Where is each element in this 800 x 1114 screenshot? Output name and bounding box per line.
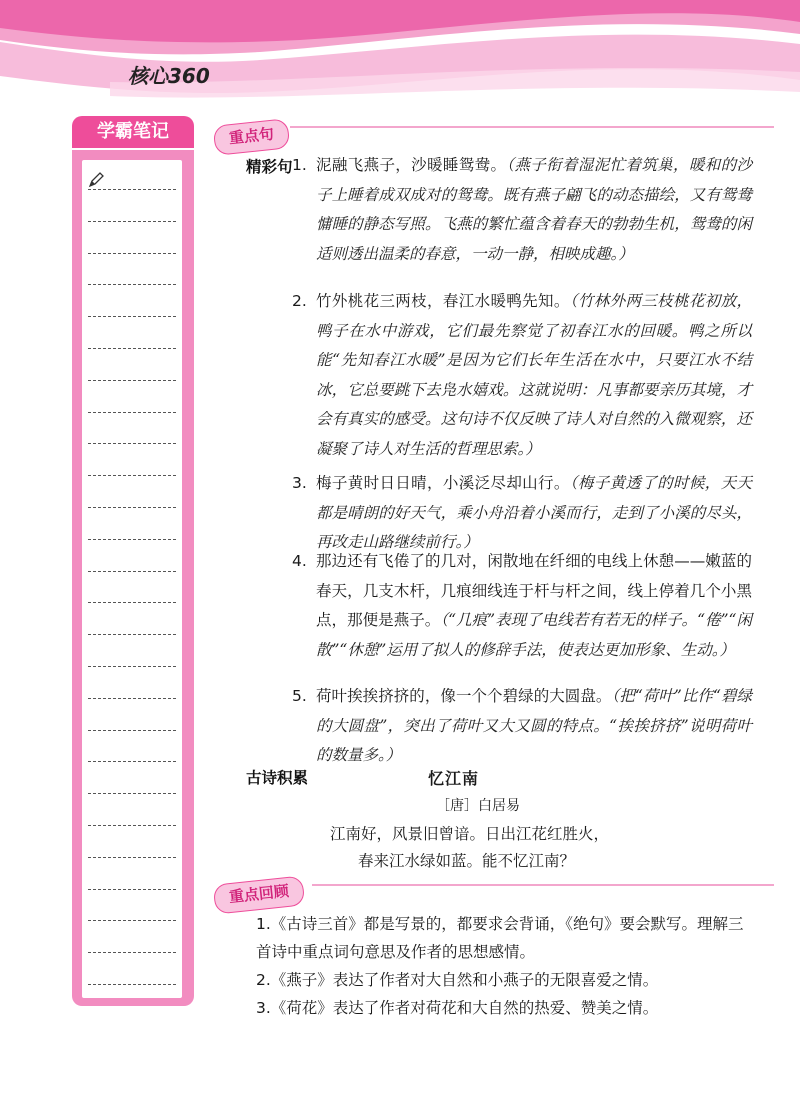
- sentence-note: （梅子黄透了的时候，天天都是晴朗的好天气，乘小舟沿着小溪而行，走到了小溪的尽头，再改走山路继续前行。）: [316, 474, 752, 551]
- note-line: [88, 380, 176, 381]
- review-text: 《燕子》表达了作者对大自然和小燕子的无限喜爱之情。: [270, 971, 659, 989]
- note-line: [88, 539, 176, 540]
- poem-line: 江南好，风景旧曾谙。日出江花红胜火，: [330, 825, 610, 843]
- sentence-item: [292, 547, 752, 665]
- sentence-note: （“几痕”表现了电线若有若无的样子。“倦”“闲散”“休憩”运用了拟人的修辞手法，使表达更加形象、生动。）: [316, 611, 752, 659]
- note-line: [88, 666, 176, 667]
- note-line: [88, 475, 176, 476]
- label-poem-accumulation: 古诗积累: [246, 769, 309, 787]
- note-line: [88, 984, 176, 985]
- brand-logo: 核心360: [128, 64, 210, 88]
- sentence-item: [292, 287, 752, 464]
- sentence-number: 1.: [292, 156, 307, 174]
- note-line: [88, 793, 176, 794]
- note-line: [88, 889, 176, 890]
- section-tab-key-sentences: 重点句: [213, 118, 291, 156]
- notes-title: 学霸笔记: [72, 116, 194, 148]
- sentence-number: 4.: [292, 552, 307, 570]
- note-line: [88, 348, 176, 349]
- note-line: [88, 952, 176, 953]
- note-line: [88, 857, 176, 858]
- review-number: 2.: [256, 971, 271, 989]
- pencil-icon: [88, 170, 106, 188]
- notes-paper: [82, 160, 182, 998]
- sentence-number: 5.: [292, 687, 307, 705]
- review-item: [256, 994, 756, 1022]
- sentence-number: 2.: [292, 292, 307, 310]
- note-line: [88, 221, 176, 222]
- note-line: [88, 698, 176, 699]
- label-highlight: 精彩句: [246, 158, 293, 176]
- sentence-text: 梅子黄时日日晴，小溪泛尽却山行。: [316, 474, 570, 492]
- poem-title: 忆江南: [428, 769, 480, 788]
- note-line: [88, 189, 176, 190]
- note-line: [88, 571, 176, 572]
- header-banner: [0, 0, 800, 110]
- sentence-item: [292, 469, 752, 558]
- sentence-number: 3.: [292, 474, 307, 492]
- review-number: 3.: [256, 999, 271, 1017]
- sentence-text: 那边还有飞倦了的几对，闲散地在纤细的电线上休憩——嫩蓝的春天，几支木杆，几痕细线连于杆与杆之间，线上停着几个小黑点，那便是燕子。: [316, 552, 752, 629]
- review-item: [256, 966, 756, 994]
- review-item: [256, 910, 756, 966]
- note-line: [88, 316, 176, 317]
- poem-author: ［唐］白居易: [436, 798, 520, 814]
- note-line: [88, 412, 176, 413]
- note-line: [88, 730, 176, 731]
- section-divider: [290, 126, 774, 128]
- sentence-item: [292, 151, 752, 269]
- note-line: [88, 825, 176, 826]
- note-line: [88, 920, 176, 921]
- note-line: [88, 602, 176, 603]
- note-line: [88, 507, 176, 508]
- note-line: [88, 253, 176, 254]
- review-number: 1.: [256, 915, 271, 933]
- review-text: 《古诗三首》都是写景的，都要求会背诵，《绝句》要会默写。理解三首诗中重点词句意思及作者的思想感情。: [256, 915, 744, 961]
- sentence-text: 竹外桃花三两枝，春江水暖鸭先知。: [316, 292, 570, 310]
- sentence-note: （燕子衔着湿泥忙着筑巢，暖和的沙子上睡着成双成对的鸳鸯。既有燕子翩飞的动态描绘，又有鸳鸯慵睡的静态写照。飞燕的繁忙蕴含着春天的勃勃生机，鸳鸯的闲适则透出温柔的春意，一动一静，相映成趣。）: [316, 156, 752, 263]
- note-line: [88, 443, 176, 444]
- sentence-note: （把“荷叶”比作“碧绿的大圆盘”，突出了荷叶又大又圆的特点。“挨挨挤挤”说明荷叶的数量多。）: [316, 687, 752, 764]
- review-text: 《荷花》表达了作者对荷花和大自然的热爱、赞美之情。: [270, 999, 659, 1017]
- note-line: [88, 634, 176, 635]
- sentence-note: （竹林外两三枝桃花初放，鸭子在水中游戏，它们最先察觉了初春江水的回暖。鸭之所以能“先知春江水暖”是因为它们长年生活在水中，只要江水不结冰，它总要跳下去凫水嬉戏。这就说明：凡事都要亲历其境，才会有真实的感受。这句诗不仅反映了诗人对自然的入微观察，还凝聚了诗人对生活的哲理思索。）: [316, 292, 752, 458]
- note-line: [88, 761, 176, 762]
- sentence-text: 泥融飞燕子，沙暖睡鸳鸯。: [316, 156, 507, 174]
- note-line: [88, 284, 176, 285]
- section-divider: [312, 884, 774, 886]
- section-tab-key-review: 重点回顾: [213, 875, 306, 914]
- poem-line: 春来江水绿如蓝。能不忆江南？: [358, 852, 576, 870]
- sentence-text: 荷叶挨挨挤挤的，像一个个碧绿的大圆盘。: [316, 687, 612, 705]
- sentence-item: [292, 682, 752, 771]
